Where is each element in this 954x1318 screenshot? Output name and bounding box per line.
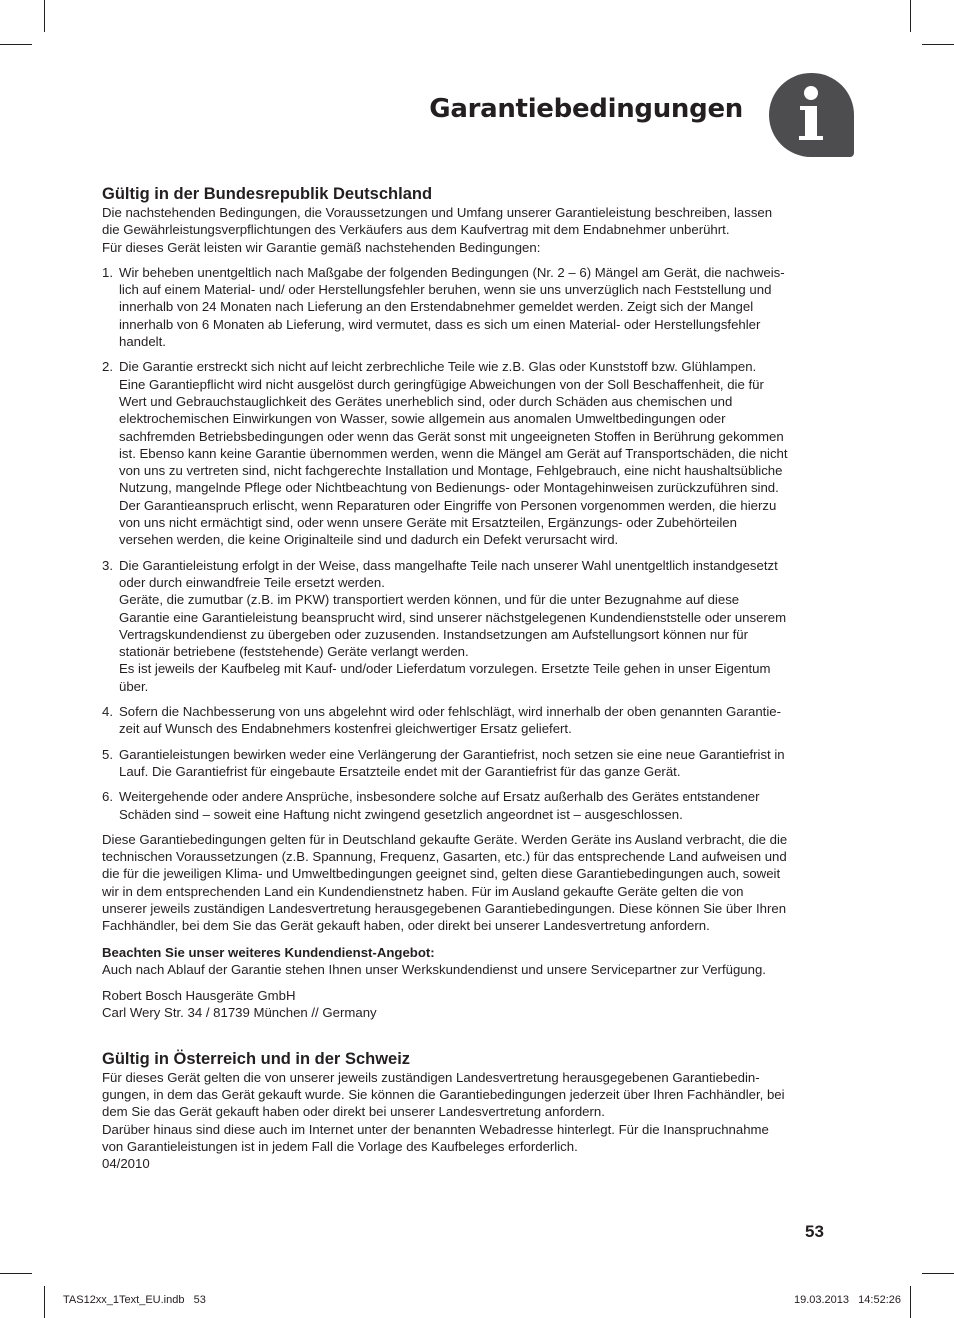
page-title: Garantiebedingungen	[429, 94, 743, 124]
list-item: 2. Die Garantie erstreckt sich nicht auf leicht zerbrechliche Teile wie z.B. Glas oder Kunststoff bzw. Glühlampen. Eine Garantiepflicht wird nicht ausgelöst durch geringfügige Abweichungen von der Soll Beschaffenheit, die für Wert und Gebrauchstauglichkeit des Gerätes unerheblich sind, oder durch Schäden aus chemischen und elektrochemischen Einwirkungen von Wasser, sowie allgemein aus anomalen Umweltbedingungen oder sachfremden Betriebsbedingungen oder wenn das Gerät sonst mit ungeeigneten Stoffen in Berührung gekommen ist. Ebenso kann keine Garantie übernommen werden, wenn die Mängel am Gerät auf Transportschäden, die nicht von uns zu vertreten sind, nicht fachgerechte Installation und Montage, Fehlgebrauch, eine nicht haushaltsübliche Nutzung, mangelnde Pflege oder Nichtbeachtung von Bedienungs- oder Montagehinweisen zurückzuführen sind. Der Garantieanspruch erlischt, wenn Reparaturen oder Eingriffe von Personen vorgenommen werden, die hierzu von uns nicht ermächtigt sind, oder wenn unsere Geräte mit Ersatzteilen, Ergänzungs- oder Zubehörteilen versehen werden, die keine Originalteile sind und dadurch ein Defekt verursacht wird.	[102, 359, 788, 548]
company-name: Robert Bosch Hausgeräte GmbH	[102, 988, 296, 1004]
intro-paragraph: Die nachstehenden Bedingungen, die Voraussetzungen und Umfang unserer Garantieleistung beschreiben, lassen die Gewährleistungsverpflichtungen des Verkäufers aus dem Kaufvertrag mit dem Endabnehmer unberührt. Für dieses Gerät leisten wir Garantie gemäß nachstehenden Bedingungen:	[102, 205, 773, 255]
crop-mark	[44, 0, 45, 32]
section-heading-de: Gültig in der Bundesrepublik Deutschland	[102, 185, 433, 203]
list-item: 3. Die Garantieleistung erfolgt in der Weise, dass mangelhafte Teile nach unserer Wahl unentgeltlich instandgesetzt oder durch einwandfreie Teile ersetzt werden. Geräte, die zumutbar (z.B. im PKW) transportiert werden können, und für die unter Bezugnahme auf diese Garantie eine Garantieleistung beansprucht wird, sind unserer nächstgelegenen Kundendienststelle oder unserem Vertragskundendienst zu übergeben oder zuzusenden. Instandsetzungen am Aufstellungsort können nur für stationär betriebene (feststehende) Geräte verlangt werden. Es ist jeweils der Kaufbeleg mit Kauf- und/oder Lieferdatum vorzulegen. Ersetzte Teile gehen in unser Eigentum über.	[102, 557, 787, 694]
section-at-ch	[102, 1050, 852, 1155]
service-note	[102, 944, 852, 979]
footer-file-info: TAS12xx_1Text_EU.indb 53	[63, 1294, 206, 1306]
conditions-list	[102, 264, 852, 823]
service-note-title: Beachten Sie unser weiteres Kundendienst-Angebot:	[102, 944, 435, 960]
date-code: 04/2010	[102, 1156, 150, 1172]
address-line: Carl Wery Str. 34 / 81739 München // Germany	[102, 1005, 377, 1021]
closing-paragraph: Diese Garantiebedingungen gelten für in Deutschland gekaufte Geräte. Werden Geräte ins Ausland verbracht, die die technischen Voraussetzungen (z.B. Spannung, Frequenz, Gasarten, etc.) für das entsprechende Land aufweisen und die für die jeweiligen Klima- und Umweltbedingungen geeignet sind, gelten diese Garantiebedingungen auch, soweit wir in dem entsprechenden Land ein Kundendienstnetz haben. Für im Ausland gekaufte Geräte gelten die von unserer jeweils zuständigen Landesvertretung herausgegebenen Garantiebedingungen. Diese können Sie über Ihren Fachhändler, bei dem Sie das Gerät gekauft haben, oder direkt bei unserer Landesvertretung anfordern.	[102, 831, 788, 934]
crop-mark	[0, 1273, 32, 1274]
list-item: 5. Garantieleistungen bewirken weder eine Verlängerung der Garantiefrist, noch setzen sie eine neue Garantiefrist in Lauf. Die Garantiefrist für eingebaute Ersatzteile endet mit der Garantiefrist für das ganze Gerät.	[102, 746, 785, 779]
section-heading-at-ch: Gültig in Österreich und in der Schweiz	[102, 1049, 411, 1068]
info-icon	[769, 73, 854, 157]
page-number: 53	[805, 1222, 824, 1241]
crop-mark	[0, 44, 32, 45]
footer-timestamp: 19.03.2013 14:52:26	[793, 1294, 901, 1306]
list-item: 6. Weitergehende oder andere Ansprüche, insbesondere solche auf Ersatz außerhalb des Gerätes entstandener Schäden sind – soweit eine Haftung nicht zwingend gesetzlich angeordnet ist – ausgeschlossen.	[102, 789, 760, 822]
crop-mark	[44, 1286, 45, 1318]
crop-mark	[910, 0, 911, 32]
list-item: 1. Wir beheben unentgeltlich nach Maßgabe der folgenden Bedingungen (Nr. 2 – 6) Mängel am Gerät, die nachweis- lich auf einem Material- und/ oder Herstellungsfehler beruhen, wenn sie uns unverzüglich nach Feststellung und innerhalb von 24 Monaten nach Lieferung an den Erstendabnehmer gemeldet werden. Zeigt sich der Mangel innerhalb von 6 Monaten ab Lieferung, wird vermutet, dass es sich um einen Material- oder Herstellungsfehler handelt.	[102, 264, 785, 350]
service-note-text: Auch nach Ablauf der Garantie stehen Ihnen unser Werkskundendienst und unsere Servicepartner zur Verfügung.	[102, 961, 766, 977]
list-item: 4. Sofern die Nachbesserung von uns abgelehnt wird oder fehlschlägt, wird innerhalb der oben genannten Garantie- zeit auf Wunsch des Endabnehmers kostenfrei gleichwertiger Ersatz geliefert.	[102, 704, 782, 737]
document-body	[102, 185, 852, 1173]
crop-mark	[922, 1273, 954, 1274]
at-ch-paragraph: Für dieses Gerät gelten die von unserer jeweils zuständigen Landesvertretung herausgegebenen Garantiebedin- gungen, in dem das Gerät gekauft wurde. Sie können die Garantiebedingungen jederzeit über Ihren Fachhändler, bei dem Sie das Gerät gekauft haben oder direkt bei unserer Landesvertretung anfordern. Darüber hinaus sind diese auch im Internet unter der benannten Webadresse hinterlegt. Für die Inanspruchnahme von Garantieleistungen ist in jedem Fall die Vorlage des Kaufbeleges erforderlich.	[102, 1069, 785, 1154]
crop-mark	[910, 1286, 911, 1318]
company-address	[102, 987, 852, 1022]
crop-mark	[922, 44, 954, 45]
